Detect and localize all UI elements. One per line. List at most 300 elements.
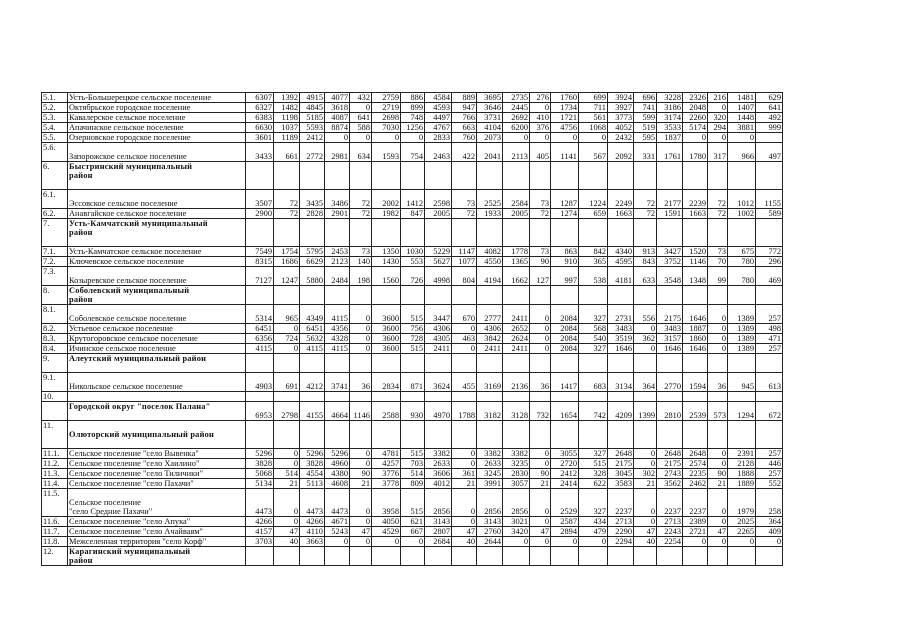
value-cell: 0 <box>708 459 728 469</box>
value-cell: 4356 <box>325 324 350 334</box>
value-cell: 997 <box>551 267 579 286</box>
row-name <box>68 123 246 133</box>
row-name <box>68 547 246 566</box>
value-cell <box>425 286 452 305</box>
row-name-line: "село Средние Пахачи" <box>69 507 153 516</box>
value-cell: 3741 <box>325 373 350 392</box>
value-cell <box>477 162 503 190</box>
value-cell: 327 <box>579 344 608 354</box>
value-cell: 4266 <box>300 517 325 527</box>
value-cell: 0 <box>452 517 477 527</box>
value-cell: 1837 <box>657 133 683 143</box>
value-cell <box>579 392 608 402</box>
value-cell <box>300 162 325 190</box>
value-cell: 667 <box>401 527 425 537</box>
value-cell <box>708 162 728 190</box>
value-cell: 3447 <box>425 305 452 324</box>
value-cell <box>608 392 634 402</box>
row-name-line: Эссовское сельское поселение <box>69 199 178 208</box>
value-cell: 1147 <box>452 247 477 257</box>
value-cell: 2389 <box>683 517 708 527</box>
value-cell: 3663 <box>300 537 325 547</box>
row-name <box>68 459 246 469</box>
value-cell: 0 <box>728 537 756 547</box>
value-cell: 6629 <box>300 257 325 267</box>
value-cell: 2463 <box>425 143 452 162</box>
value-cell: 1482 <box>274 103 300 113</box>
value-cell <box>350 547 372 566</box>
value-cell: 515 <box>401 344 425 354</box>
value-cell <box>477 547 503 566</box>
value-cell: 6307 <box>246 93 274 103</box>
value-cell: 6630 <box>246 123 274 133</box>
value-cell: 1389 <box>728 334 756 344</box>
value-cell <box>657 219 683 247</box>
value-cell: 1778 <box>503 247 530 257</box>
value-cell: 1287 <box>551 190 579 209</box>
value-cell: 0 <box>274 459 300 469</box>
value-cell <box>274 547 300 566</box>
value-cell: 4473 <box>246 489 274 517</box>
value-cell: 0 <box>634 459 657 469</box>
value-cell: 434 <box>579 517 608 527</box>
row-name-line: Сельское поселение "село Пахачи" <box>69 479 194 488</box>
value-cell <box>530 219 551 247</box>
value-cell: 6451 <box>246 324 274 334</box>
value-cell: 257 <box>756 344 783 354</box>
value-cell: 2391 <box>728 449 756 459</box>
table-row <box>42 392 783 402</box>
value-cell <box>708 421 728 449</box>
row-name <box>68 162 246 190</box>
value-cell: 4767 <box>425 123 452 133</box>
row-code: 6.1. <box>42 190 68 209</box>
value-cell: 376 <box>530 123 551 133</box>
row-name-line: Олюторский муниципальный район <box>69 430 215 439</box>
row-code: 6.2. <box>42 209 68 219</box>
value-cell <box>579 354 608 373</box>
value-cell: 809 <box>401 479 425 489</box>
value-cell: 4155 <box>300 402 325 421</box>
value-cell: 1417 <box>551 373 579 392</box>
value-cell: 2807 <box>425 527 452 537</box>
row-code: 7. <box>42 219 68 247</box>
value-cell: 3519 <box>608 334 634 344</box>
value-cell: 889 <box>452 93 477 103</box>
value-cell: 3045 <box>608 469 634 479</box>
value-cell: 3174 <box>657 113 683 123</box>
table-row <box>42 267 783 286</box>
value-cell: 515 <box>401 449 425 459</box>
value-cell: 2235 <box>683 469 708 479</box>
value-cell: 3228 <box>657 93 683 103</box>
value-cell <box>683 421 708 449</box>
value-cell: 3433 <box>246 143 274 162</box>
value-cell: 0 <box>350 344 372 354</box>
row-code: 11.3. <box>42 469 68 479</box>
row-name-line: Соболевское сельское поселение <box>69 314 187 323</box>
value-cell <box>325 286 350 305</box>
value-cell: 2525 <box>477 190 503 209</box>
value-cell: 540 <box>579 334 608 344</box>
value-cell <box>551 354 579 373</box>
value-cell: 4266 <box>246 517 274 527</box>
value-cell: 0 <box>530 459 551 469</box>
value-cell <box>708 354 728 373</box>
value-cell: 3773 <box>608 113 634 123</box>
value-cell: 4593 <box>425 103 452 113</box>
value-cell: 999 <box>756 123 783 133</box>
value-cell: 1198 <box>274 113 300 123</box>
value-cell: 3828 <box>246 459 274 469</box>
value-cell: 317 <box>708 143 728 162</box>
value-cell: 3182 <box>477 402 503 421</box>
value-cell: 4115 <box>246 344 274 354</box>
table-row <box>42 479 783 489</box>
value-cell <box>246 392 274 402</box>
value-cell: 0 <box>708 344 728 354</box>
value-cell: 2743 <box>657 469 683 479</box>
value-cell <box>350 286 372 305</box>
value-cell: 2175 <box>657 305 683 324</box>
value-cell: 589 <box>756 209 783 219</box>
value-cell: 0 <box>503 537 530 547</box>
value-cell <box>350 392 372 402</box>
value-cell: 8874 <box>325 123 350 133</box>
value-cell: 469 <box>756 267 783 286</box>
value-cell <box>503 392 530 402</box>
value-cell <box>401 421 425 449</box>
value-cell <box>274 354 300 373</box>
value-cell: 3600 <box>372 334 401 344</box>
value-cell: 696 <box>634 93 657 103</box>
value-cell: 0 <box>325 537 350 547</box>
value-cell: 553 <box>401 257 425 267</box>
value-cell: 4349 <box>300 305 325 324</box>
data-table <box>41 92 783 566</box>
value-cell <box>728 162 756 190</box>
value-cell <box>657 354 683 373</box>
value-cell: 3507 <box>246 190 274 209</box>
value-cell: 2175 <box>608 459 634 469</box>
value-cell: 661 <box>274 143 300 162</box>
value-cell: 72 <box>708 209 728 219</box>
value-cell: 4115 <box>300 344 325 354</box>
value-cell: 2084 <box>551 324 579 334</box>
section-header-row <box>42 286 783 305</box>
value-cell: 3055 <box>551 449 579 459</box>
value-cell: 2587 <box>551 517 579 527</box>
value-cell <box>300 219 325 247</box>
value-cell <box>657 162 683 190</box>
value-cell: 1294 <box>728 402 756 421</box>
value-cell: 3435 <box>300 190 325 209</box>
row-name <box>68 133 246 143</box>
value-cell: 3600 <box>372 344 401 354</box>
value-cell: 4012 <box>425 479 452 489</box>
value-cell: 659 <box>579 209 608 219</box>
row-name <box>68 93 246 103</box>
value-cell: 2894 <box>551 527 579 537</box>
value-cell: 2048 <box>683 103 708 113</box>
value-cell: 3382 <box>425 449 452 459</box>
value-cell: 633 <box>634 267 657 286</box>
value-cell: 4608 <box>325 479 350 489</box>
value-cell: 2177 <box>657 190 683 209</box>
row-name-line: Апачинское сельское поселение <box>69 123 184 132</box>
value-cell: 3601 <box>246 133 274 143</box>
value-cell <box>551 162 579 190</box>
row-name-line: Усть-Большерецкое сельское поселение <box>69 93 212 102</box>
value-cell: 5113 <box>300 479 325 489</box>
value-cell: 70 <box>708 257 728 267</box>
value-cell: 573 <box>708 402 728 421</box>
value-cell: 4181 <box>608 267 634 286</box>
value-cell <box>477 219 503 247</box>
table-row <box>42 113 783 123</box>
value-cell <box>425 392 452 402</box>
value-cell: 0 <box>708 537 728 547</box>
value-cell: 910 <box>551 257 579 267</box>
value-cell: 966 <box>728 143 756 162</box>
value-cell: 0 <box>452 324 477 334</box>
value-cell: 2772 <box>300 143 325 162</box>
value-cell: 5174 <box>683 123 708 133</box>
value-cell: 0 <box>683 133 708 143</box>
row-name-line: Городской округ "поселок Палана" <box>69 402 211 411</box>
value-cell: 8315 <box>246 257 274 267</box>
value-cell: 2237 <box>683 489 708 517</box>
value-cell <box>350 354 372 373</box>
value-cell: 4082 <box>477 247 503 257</box>
value-cell <box>401 219 425 247</box>
value-cell <box>530 354 551 373</box>
value-cell: 1448 <box>728 113 756 123</box>
value-cell: 6953 <box>246 402 274 421</box>
value-cell: 0 <box>350 517 372 527</box>
table-row <box>42 143 783 162</box>
value-cell: 3128 <box>503 402 530 421</box>
table-row <box>42 344 783 354</box>
value-cell: 73 <box>530 190 551 209</box>
value-cell: 1887 <box>683 324 708 334</box>
value-cell: 2005 <box>503 209 530 219</box>
value-cell <box>728 354 756 373</box>
value-cell: 0 <box>530 517 551 527</box>
value-cell <box>350 421 372 449</box>
value-cell: 0 <box>634 517 657 527</box>
value-cell: 0 <box>325 133 350 143</box>
value-cell: 2810 <box>657 402 683 421</box>
value-cell <box>728 219 756 247</box>
value-cell: 2798 <box>274 402 300 421</box>
value-cell: 2574 <box>683 459 708 469</box>
row-code: 5.5. <box>42 133 68 143</box>
value-cell: 913 <box>634 247 657 257</box>
value-cell: 1646 <box>683 305 708 324</box>
value-cell: 361 <box>452 469 477 479</box>
value-cell: 711 <box>579 103 608 113</box>
value-cell: 1012 <box>728 190 756 209</box>
value-cell: 728 <box>401 334 425 344</box>
value-cell <box>401 354 425 373</box>
row-code: 9. <box>42 354 68 373</box>
value-cell: 754 <box>401 143 425 162</box>
value-cell <box>503 354 530 373</box>
value-cell: 2760 <box>477 527 503 537</box>
value-cell: 73 <box>452 190 477 209</box>
value-cell: 613 <box>756 373 783 392</box>
value-cell <box>300 547 325 566</box>
value-cell: 47 <box>350 527 372 537</box>
value-cell: 422 <box>452 143 477 162</box>
value-cell: 21 <box>530 479 551 489</box>
value-cell: 4305 <box>425 334 452 344</box>
value-cell: 4915 <box>300 93 325 103</box>
value-cell: 1412 <box>401 190 425 209</box>
value-cell: 2265 <box>728 527 756 537</box>
value-cell <box>401 547 425 566</box>
table-row <box>42 190 783 209</box>
value-cell: 2414 <box>551 479 579 489</box>
value-cell: 4529 <box>372 527 401 537</box>
value-cell: 2113 <box>503 143 530 162</box>
value-cell: 3186 <box>657 103 683 113</box>
value-cell <box>372 547 401 566</box>
value-cell: 1030 <box>401 247 425 257</box>
value-cell: 72 <box>274 190 300 209</box>
value-cell: 5229 <box>425 247 452 257</box>
value-cell: 36 <box>350 373 372 392</box>
value-cell <box>579 219 608 247</box>
value-cell <box>530 392 551 402</box>
value-cell: 455 <box>452 373 477 392</box>
value-cell: 471 <box>756 334 783 344</box>
value-cell: 552 <box>756 479 783 489</box>
value-cell: 3731 <box>477 113 503 123</box>
value-cell: 724 <box>274 334 300 344</box>
value-cell: 3618 <box>325 103 350 113</box>
value-cell: 4584 <box>425 93 452 103</box>
value-cell <box>579 286 608 305</box>
value-cell: 567 <box>579 143 608 162</box>
value-cell: 595 <box>634 133 657 143</box>
value-cell: 0 <box>372 537 401 547</box>
value-cell <box>452 392 477 402</box>
table-row <box>42 93 783 103</box>
value-cell: 7127 <box>246 267 274 286</box>
value-cell: 4960 <box>325 459 350 469</box>
value-cell: 2005 <box>425 209 452 219</box>
value-cell: 3134 <box>608 373 634 392</box>
value-cell: 2981 <box>325 143 350 162</box>
value-cell <box>452 219 477 247</box>
value-cell: 3143 <box>425 517 452 527</box>
value-cell: 1068 <box>579 123 608 133</box>
value-cell: 965 <box>274 305 300 324</box>
value-cell: 0 <box>634 449 657 459</box>
value-cell: 1146 <box>683 257 708 267</box>
value-cell: 561 <box>579 113 608 123</box>
value-cell: 3646 <box>477 103 503 113</box>
value-cell: 847 <box>401 209 425 219</box>
value-cell: 3583 <box>608 479 634 489</box>
value-cell: 0 <box>708 449 728 459</box>
row-name-line: Устьевое сельское поселение <box>69 324 173 333</box>
value-cell: 4194 <box>477 267 503 286</box>
value-cell: 72 <box>530 209 551 219</box>
value-cell: 2648 <box>683 449 708 459</box>
value-cell: 804 <box>452 267 477 286</box>
value-cell: 492 <box>756 113 783 123</box>
value-cell: 1481 <box>728 93 756 103</box>
table-row <box>42 469 783 479</box>
row-name-line: Карагинский муниципальный <box>69 547 191 556</box>
value-cell: 780 <box>728 267 756 286</box>
value-cell: 90 <box>530 257 551 267</box>
value-cell: 0 <box>708 517 728 527</box>
value-cell: 4845 <box>300 103 325 113</box>
value-cell: 1392 <box>274 93 300 103</box>
value-cell <box>728 392 756 402</box>
row-code <box>42 402 68 421</box>
value-cell: 634 <box>350 143 372 162</box>
value-cell <box>551 547 579 566</box>
value-cell: 0 <box>274 344 300 354</box>
value-cell: 2731 <box>608 305 634 324</box>
value-cell: 2294 <box>608 537 634 547</box>
value-cell: 2432 <box>608 133 634 143</box>
value-cell <box>551 219 579 247</box>
table-row <box>42 334 783 344</box>
value-cell: 3776 <box>372 469 401 479</box>
value-cell: 3600 <box>372 324 401 334</box>
value-cell: 405 <box>530 143 551 162</box>
value-cell <box>503 286 530 305</box>
table-row <box>42 133 783 143</box>
value-cell <box>503 547 530 566</box>
value-cell: 0 <box>708 103 728 113</box>
value-cell <box>503 162 530 190</box>
row-name <box>68 517 246 527</box>
value-cell: 2002 <box>372 190 401 209</box>
value-cell: 21 <box>274 479 300 489</box>
value-cell: 258 <box>756 489 783 517</box>
value-cell: 1520 <box>683 247 708 257</box>
value-cell <box>372 162 401 190</box>
row-code: 7.1. <box>42 247 68 257</box>
section-header-row <box>42 402 783 421</box>
value-cell: 622 <box>579 479 608 489</box>
value-cell: 683 <box>579 373 608 392</box>
row-name-line: Сельское поселение <box>69 498 141 507</box>
value-cell <box>551 421 579 449</box>
value-cell: 0 <box>530 305 551 324</box>
value-cell <box>683 219 708 247</box>
value-cell: 2073 <box>477 133 503 143</box>
value-cell: 2735 <box>503 93 530 103</box>
row-code: 7.3. <box>42 267 68 286</box>
table-row <box>42 489 783 517</box>
value-cell: 1594 <box>683 373 708 392</box>
value-cell: 320 <box>708 113 728 123</box>
value-cell: 4781 <box>372 449 401 459</box>
value-cell: 4087 <box>325 113 350 123</box>
value-cell <box>551 286 579 305</box>
row-code: 5.4. <box>42 123 68 133</box>
value-cell: 4104 <box>477 123 503 133</box>
table-row <box>42 527 783 537</box>
